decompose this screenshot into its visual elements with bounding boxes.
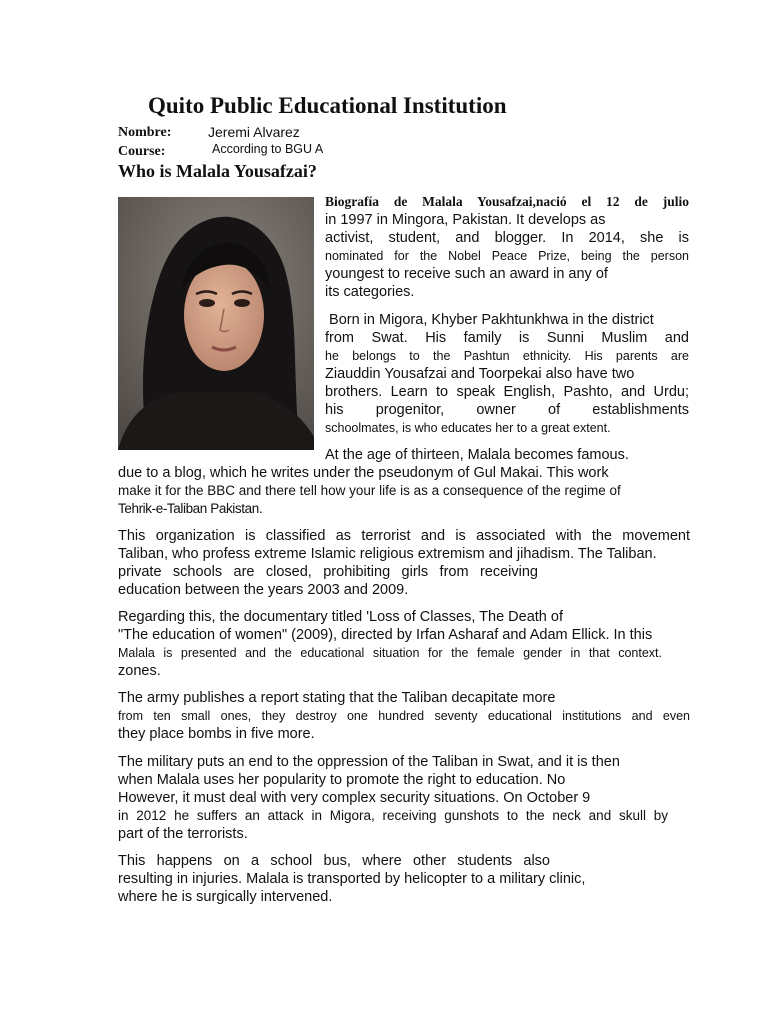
paragraph-line: This happens on a school bus, where other students also bbox=[118, 853, 550, 869]
paragraph-line: Ziauddin Yousafzai and Toorpekai also have two bbox=[325, 366, 635, 382]
paragraph-line: Tehrik-e-Taliban Pakistan. bbox=[118, 501, 263, 516]
paragraph-line: Born in Migora, Khyber Pakhtunkhwa in the district bbox=[325, 312, 654, 328]
nombre-label: Nombre: bbox=[118, 125, 172, 140]
course-label: Course: bbox=[118, 144, 166, 159]
paragraph-line: At the age of thirteen, Malala becomes famous. bbox=[325, 447, 629, 463]
paragraph-line: its categories. bbox=[325, 284, 415, 300]
paragraph-line: Biografía de Malala Yousafzai,nació el 12 de julio bbox=[325, 194, 689, 209]
paragraph-line: However, it must deal with very complex security situations. On October 9 bbox=[118, 790, 591, 806]
paragraph-line: from ten small ones, they destroy one hundred seventy educational institutions and even bbox=[118, 709, 690, 723]
paragraph-line: in 2012 he suffers an attack in Migora, receiving gunshots to the neck and skull by bbox=[118, 808, 668, 823]
paragraph-line: brothers. Learn to speak English, Pashto, and Urdu; bbox=[325, 384, 689, 400]
paragraph-line: private schools are closed, prohibiting girls from receiving bbox=[118, 564, 538, 580]
paragraph-line: Regarding this, the documentary titled 'Loss of Classes, The Death of bbox=[118, 609, 563, 625]
paragraph-line: youngest to receive such an award in any of bbox=[325, 266, 608, 282]
paragraph-line: This organization is classified as terrorist and is associated with the movement bbox=[118, 528, 690, 544]
paragraph-line: nominated for the Nobel Peace Prize, being the person bbox=[325, 249, 689, 263]
paragraph-line: education between the years 2003 and 2009. bbox=[118, 582, 409, 598]
paragraph-line: his progenitor, owner of establishments bbox=[325, 402, 689, 418]
paragraph-line: The military puts an end to the oppression of the Taliban in Swat, and it is then bbox=[118, 754, 620, 770]
paragraph-line: schoolmates, is who educates her to a great extent. bbox=[325, 421, 611, 435]
paragraph-line: resulting in injuries. Malala is transported by helicopter to a military clinic, bbox=[118, 871, 586, 887]
paragraph-line: Malala is presented and the educational situation for the female gender in that context. bbox=[118, 646, 662, 660]
paragraph-line: The army publishes a report stating that the Taliban decapitate more bbox=[118, 690, 556, 706]
paragraph-line: from Swat. His family is Sunni Muslim and bbox=[325, 330, 689, 346]
paragraph-line: part of the terrorists. bbox=[118, 826, 248, 842]
portrait-photo bbox=[118, 197, 314, 450]
paragraph-line: activist, student, and blogger. In 2014, she is bbox=[325, 230, 689, 246]
nombre-value: Jeremi Alvarez bbox=[208, 124, 300, 140]
paragraph-line: "The education of women" (2009), directed by Irfan Asharaf and Adam Ellick. In this bbox=[118, 627, 653, 643]
paragraph-line: where he is surgically intervened. bbox=[118, 889, 333, 905]
paragraph-line: when Malala uses her popularity to promote the right to education. No bbox=[118, 772, 566, 788]
paragraph-line: they place bombs in five more. bbox=[118, 726, 315, 742]
paragraph-line: in 1997 in Mingora, Pakistan. It develops as bbox=[325, 212, 606, 228]
section-heading: Who is Malala Yousafzai? bbox=[118, 161, 317, 181]
document-title: Quito Public Educational Institution bbox=[148, 93, 507, 118]
paragraph-line: zones. bbox=[118, 663, 161, 679]
paragraph-line: make it for the BBC and there tell how your life is as a consequence of the regime of bbox=[118, 483, 621, 498]
paragraph-line: due to a blog, which he writes under the pseudonym of Gul Makai. This work bbox=[118, 465, 609, 481]
course-value: According to BGU A bbox=[212, 142, 324, 156]
paragraph-line: he belongs to the Pashtun ethnicity. His parents are bbox=[325, 349, 689, 363]
paragraph-line: Taliban, who profess extreme Islamic religious extremism and jihadism. The Taliban. bbox=[118, 546, 657, 562]
